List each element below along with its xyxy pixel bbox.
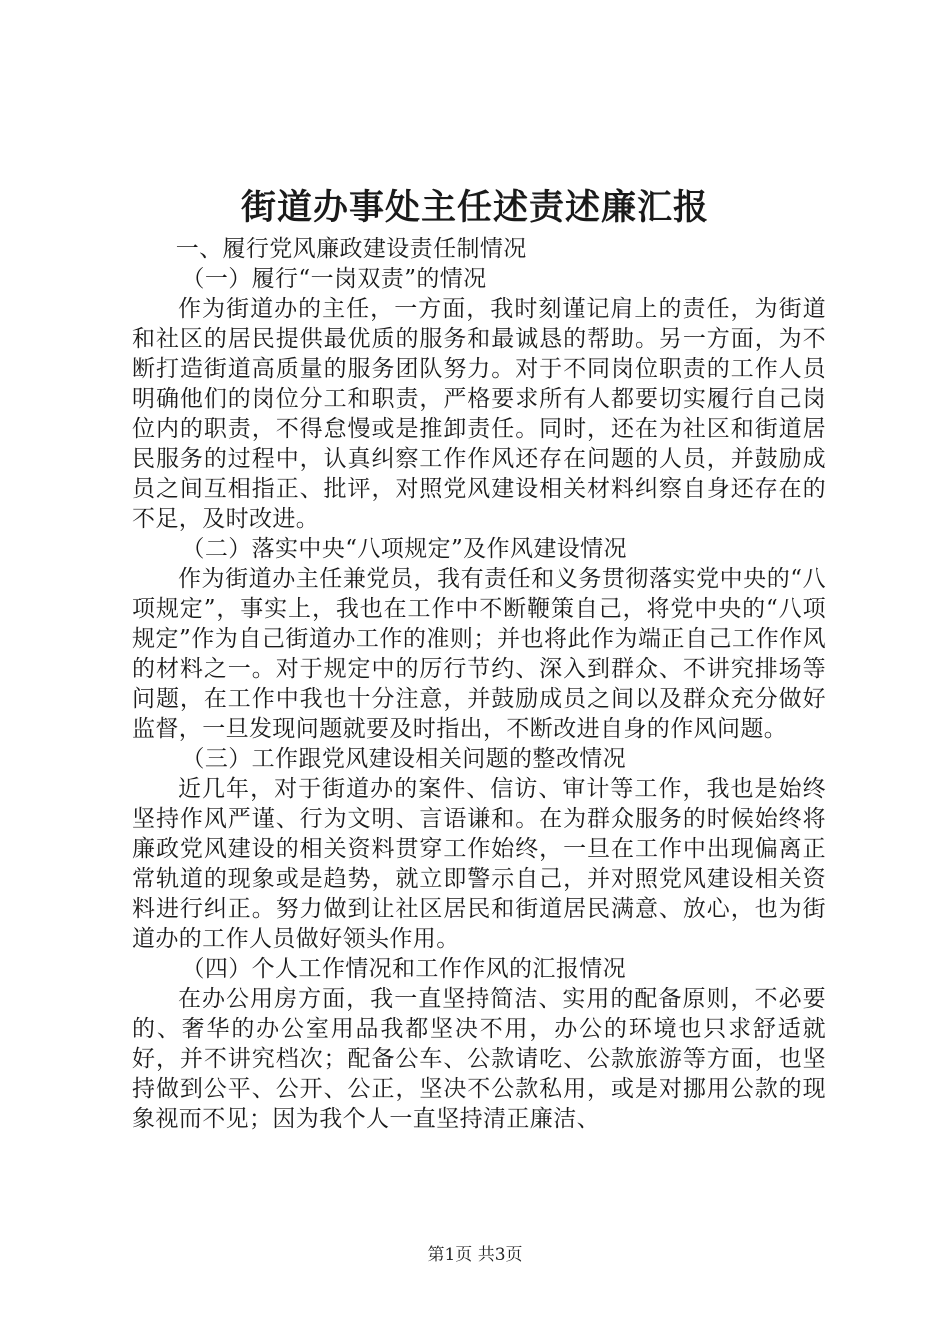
document-body — [132, 234, 826, 1134]
page-footer: 第1页 共3页 — [427, 1245, 523, 1265]
document-title: 街道办事处主任述责述廉汇报 — [240, 187, 709, 228]
paragraph-2: 作为街道办主任兼党员，我有责任和义务贯彻落实党中央的“八项规定”，事实上，我也在工作中不断鞭策自己，将党中央的“八项规定”作为自己街道办工作的准则；并也将此作为端正自己工作作风的材料之一。对于规定中的厉行节约、深入到群众、不讲究排场等问题，在工作中我也十分注意，并鼓励成员之间以及群众充分做好监督，一旦发现问题就要及时指出，不断改进自身的作风问题。 — [132, 566, 826, 742]
paragraph-4: 在办公用房方面，我一直坚持简洁、实用的配备原则，不必要的、奢华的办公室用品我都坚决不用，办公的环境也只求舒适就好，并不讲究档次；配备公车、公款请吃、公款旅游等方面，也坚持做到公平、公开、公正，坚决不公款私用，或是对挪用公款的现象视而不见；因为我个人一直坚持清正廉洁、 — [132, 986, 826, 1132]
subsection-heading-2: （二）落实中央“八项规定”及作风建设情况 — [181, 536, 627, 562]
subsection-heading-3: （三）工作跟党风建设相关问题的整改情况 — [181, 746, 627, 772]
paragraph-1: 作为街道办的主任，一方面，我时刻谨记肩上的责任，为街道和社区的居民提供最优质的服务和最诚恳的帮助。另一方面，为不断打造街道高质量的服务团队努力。对于不同岗位职责的工作人员明确他们的岗位分工和职责，严格要求所有人都要切实履行自己岗位内的职责，不得怠慢或是推卸责任。同时，还在为社区和街道居民服务的过程中，认真纠察工作作风还存在问题的人员，并鼓励成员之间互相指正、批评，对照党风建设相关材料纠察自身还存在的不足，及时改进。 — [132, 296, 826, 532]
subsection-heading-4: （四）个人工作情况和工作作风的汇报情况 — [181, 956, 627, 982]
paragraph-3: 近几年，对于街道办的案件、信访、审计等工作，我也是始终坚持作风严谨、行为文明、言语谦和。在为群众服务的时候始终将廉政党风建设的相关资料贯穿工作始终，一旦在工作中出现偏离正常轨道的现象或是趋势，就立即警示自己，并对照党风建设相关资料进行纠正。努力做到让社区居民和街道居民满意、放心，也为街道办的工作人员做好领头作用。 — [132, 776, 826, 952]
subsection-heading-1: （一）履行“一岗双责”的情况 — [181, 266, 487, 292]
section-heading: 一、履行党风廉政建设责任制情况 — [175, 236, 527, 262]
